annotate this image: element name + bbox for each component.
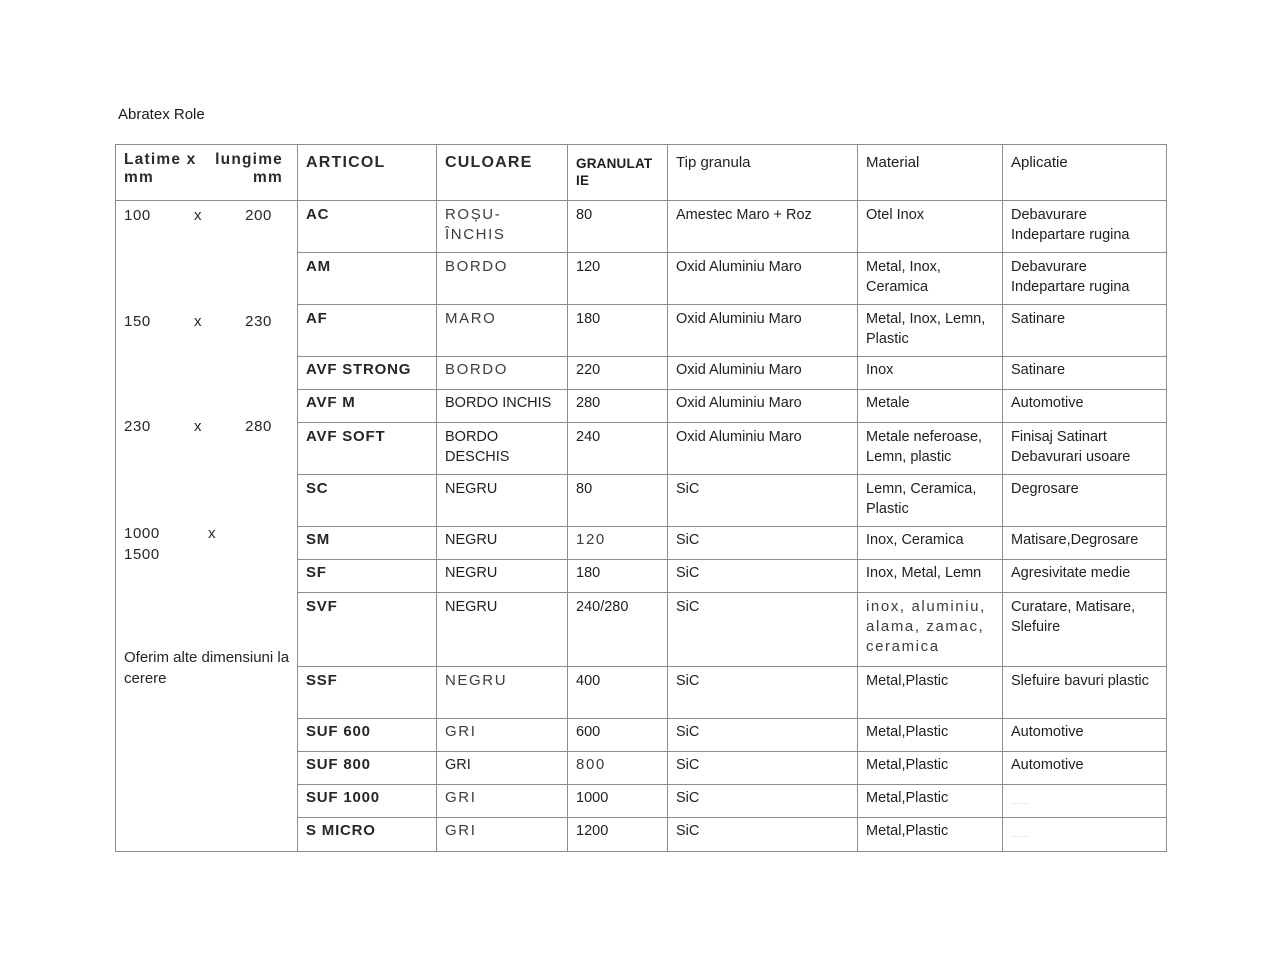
table-row bbox=[298, 752, 1166, 785]
dim-width: 100 bbox=[124, 207, 151, 224]
cell-aplicatie: Automotive bbox=[1003, 719, 1166, 752]
cell-tip-granula: SiC bbox=[668, 593, 858, 667]
cell-granulatie: 120 bbox=[568, 253, 668, 305]
cell-articol: AVF SOFT bbox=[298, 423, 437, 475]
cell-culoare: ROȘU-ÎNCHIS bbox=[437, 201, 568, 253]
header-culoare: CULOARE bbox=[437, 145, 568, 201]
cell-culoare: BORDO bbox=[437, 253, 568, 305]
cell-articol: SUF 800 bbox=[298, 752, 437, 785]
dimension-entry bbox=[116, 313, 300, 330]
header-tip-granula: Tip granula bbox=[668, 145, 858, 201]
cell-tip-granula: SiC bbox=[668, 719, 858, 752]
cell-articol: AC bbox=[298, 201, 437, 253]
dimension-entry bbox=[116, 523, 300, 565]
cell-aplicatie: ---------- bbox=[1003, 785, 1166, 818]
dim-width: 150 bbox=[124, 313, 151, 330]
cell-tip-granula: Oxid Aluminiu Maro bbox=[668, 357, 858, 390]
cell-articol: SC bbox=[298, 475, 437, 527]
cell-material: Metal,Plastic bbox=[858, 785, 1003, 818]
cell-granulatie: 1000 bbox=[568, 785, 668, 818]
table-row bbox=[298, 201, 1166, 253]
table-row bbox=[298, 818, 1166, 851]
dimension-note: Oferim alte dimensiuni la cerere bbox=[124, 649, 290, 687]
cell-aplicatie: Curatare, Matisare, Slefuire bbox=[1003, 593, 1166, 667]
cell-granulatie: 220 bbox=[568, 357, 668, 390]
cell-tip-granula: SiC bbox=[668, 527, 858, 560]
table-row bbox=[298, 305, 1166, 357]
dim-width: 1000 bbox=[124, 525, 160, 542]
cell-material: Metal,Plastic bbox=[858, 667, 1003, 719]
dim-sep: x bbox=[193, 313, 203, 330]
cell-culoare: NEGRU bbox=[437, 593, 568, 667]
cell-granulatie: 80 bbox=[568, 475, 668, 527]
cell-tip-granula: SiC bbox=[668, 818, 858, 851]
header-articol: ARTICOL bbox=[298, 145, 437, 201]
cell-tip-granula: SiC bbox=[668, 752, 858, 785]
cell-culoare: GRI bbox=[437, 752, 568, 785]
cell-articol: AM bbox=[298, 253, 437, 305]
cell-tip-granula: Amestec Maro + Roz bbox=[668, 201, 858, 253]
cell-aplicatie: Satinare bbox=[1003, 357, 1166, 390]
cell-culoare: BORDO INCHIS bbox=[437, 390, 568, 423]
cell-material: Otel Inox bbox=[858, 201, 1003, 253]
cell-material: Metal,Plastic bbox=[858, 818, 1003, 851]
dim-sep: x bbox=[193, 207, 203, 224]
cell-aplicatie: Slefuire bavuri plastic bbox=[1003, 667, 1166, 719]
cell-articol: SVF bbox=[298, 593, 437, 667]
cell-material: Lemn, Ceramica, Plastic bbox=[858, 475, 1003, 527]
cell-granulatie: 400 bbox=[568, 667, 668, 719]
cell-articol: AVF STRONG bbox=[298, 357, 437, 390]
cell-culoare: NEGRU bbox=[437, 667, 568, 719]
cell-culoare: BORDO bbox=[437, 357, 568, 390]
header-dim-right: lungime bbox=[215, 151, 283, 168]
cell-granulatie: 240 bbox=[568, 423, 668, 475]
dim-length: 230 bbox=[245, 313, 272, 330]
cell-granulatie: 180 bbox=[568, 305, 668, 357]
table-row bbox=[298, 475, 1166, 527]
cell-material: Metal, Inox, Lemn, Plastic bbox=[858, 305, 1003, 357]
cell-articol: SUF 600 bbox=[298, 719, 437, 752]
table-row bbox=[298, 667, 1166, 719]
table-row bbox=[298, 253, 1166, 305]
cell-articol: AVF M bbox=[298, 390, 437, 423]
cell-aplicatie: Satinare bbox=[1003, 305, 1166, 357]
cell-aplicatie: Agresivitate medie bbox=[1003, 560, 1166, 593]
cell-aplicatie: ---------- bbox=[1011, 833, 1030, 838]
page-title: Abratex Role bbox=[118, 106, 205, 123]
cell-material: Inox bbox=[858, 357, 1003, 390]
dim-width: 230 bbox=[124, 418, 151, 435]
cell-aplicatie: Matisare,Degrosare bbox=[1003, 527, 1166, 560]
cell-articol: AF bbox=[298, 305, 437, 357]
cell-material: Metal,Plastic bbox=[858, 719, 1003, 752]
cell-material: Inox, Ceramica bbox=[858, 527, 1003, 560]
table-main bbox=[298, 145, 1166, 851]
cell-granulatie: 600 bbox=[568, 719, 668, 752]
header-dim-unit-right: mm bbox=[253, 169, 283, 186]
cell-culoare: GRI bbox=[437, 785, 568, 818]
cell-material: Metal, Inox, Ceramica bbox=[858, 253, 1003, 305]
cell-granulatie: 1200 bbox=[568, 818, 668, 851]
cell-culoare: NEGRU bbox=[437, 560, 568, 593]
table-row bbox=[298, 785, 1166, 818]
dimension-entry bbox=[116, 207, 300, 224]
cell-tip-granula: Oxid Aluminiu Maro bbox=[668, 390, 858, 423]
cell-material: inox, aluminiu, alama, zamac, ceramica bbox=[858, 593, 1003, 667]
table-row bbox=[298, 593, 1166, 667]
dim-length: 200 bbox=[245, 207, 272, 224]
table-header-row bbox=[298, 145, 1166, 201]
cell-tip-granula: SiC bbox=[668, 560, 858, 593]
dimension-entry bbox=[116, 418, 300, 435]
table-row bbox=[298, 357, 1166, 390]
cell-tip-granula: SiC bbox=[668, 475, 858, 527]
table-row bbox=[298, 527, 1166, 560]
cell-culoare: NEGRU bbox=[437, 475, 568, 527]
cell-material: Metal,Plastic bbox=[858, 752, 1003, 785]
cell-aplicatie: Degrosare bbox=[1003, 475, 1166, 527]
dim-length: 280 bbox=[245, 418, 272, 435]
cell-culoare: MARO bbox=[437, 305, 568, 357]
header-dimensions bbox=[116, 145, 297, 201]
cell-aplicatie: Automotive bbox=[1003, 752, 1166, 785]
cell-articol: S MICRO bbox=[298, 818, 437, 851]
table-row bbox=[298, 719, 1166, 752]
cell-granulatie: 120 bbox=[568, 527, 668, 560]
cell-articol: SUF 1000 bbox=[298, 785, 437, 818]
cell-tip-granula: Oxid Aluminiu Maro bbox=[668, 423, 858, 475]
header-aplicatie: Aplicatie bbox=[1003, 145, 1166, 201]
cell-culoare: GRI bbox=[437, 719, 568, 752]
cell-tip-granula: Oxid Aluminiu Maro bbox=[668, 253, 858, 305]
table-row bbox=[298, 390, 1166, 423]
cell-culoare: GRI bbox=[437, 818, 568, 851]
cell-aplicatie: Debavurare Indepartare rugina bbox=[1003, 253, 1166, 305]
dimension-body bbox=[116, 201, 297, 851]
cell-granulatie: 80 bbox=[568, 201, 668, 253]
dimension-column bbox=[116, 145, 298, 851]
table-row bbox=[298, 560, 1166, 593]
cell-aplicatie: Debavurare Indepartare rugina bbox=[1003, 201, 1166, 253]
cell-tip-granula: SiC bbox=[668, 785, 858, 818]
table-row bbox=[298, 423, 1166, 475]
cell-articol: SM bbox=[298, 527, 437, 560]
product-table bbox=[115, 144, 1167, 852]
cell-granulatie: 180 bbox=[568, 560, 668, 593]
cell-granulatie: 800 bbox=[568, 752, 668, 785]
header-dim-unit-left: mm bbox=[124, 169, 154, 186]
cell-culoare: BORDO DESCHIS bbox=[437, 423, 568, 475]
header-granulatie: GRANULATIE bbox=[568, 145, 668, 201]
cell-material: Metale neferoase, Lemn, plastic bbox=[858, 423, 1003, 475]
cell-aplicatie: Finisaj Satinart Debavurari usoare bbox=[1003, 423, 1166, 475]
dim-length: 1500 bbox=[124, 546, 160, 563]
cell-aplicatie: Automotive bbox=[1003, 390, 1166, 423]
cell-material: Inox, Metal, Lemn bbox=[858, 560, 1003, 593]
cell-tip-granula: Oxid Aluminiu Maro bbox=[668, 305, 858, 357]
cell-granulatie: 240/280 bbox=[568, 593, 668, 667]
dim-sep: x bbox=[193, 418, 203, 435]
header-dim-left: Latime x bbox=[124, 151, 197, 168]
cell-material: Metale bbox=[858, 390, 1003, 423]
cell-articol: SSF bbox=[298, 667, 437, 719]
header-material: Material bbox=[858, 145, 1003, 201]
cell-culoare: NEGRU bbox=[437, 527, 568, 560]
cell-granulatie: 280 bbox=[568, 390, 668, 423]
cell-articol: SF bbox=[298, 560, 437, 593]
cell-tip-granula: SiC bbox=[668, 667, 858, 719]
dim-sep: x bbox=[208, 525, 217, 542]
